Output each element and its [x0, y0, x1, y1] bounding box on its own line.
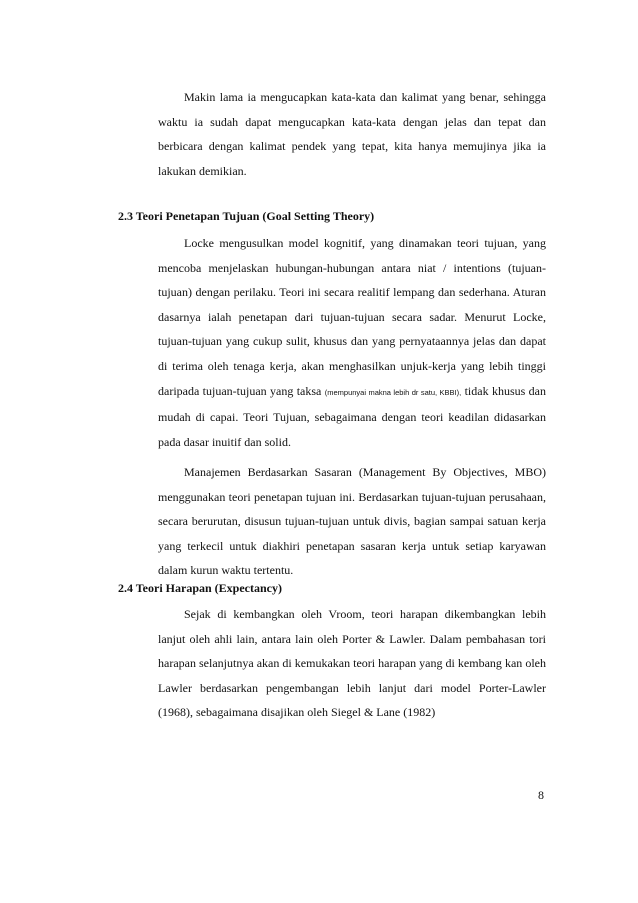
footnote-definition: (mempunyai makna lebih dr satu, KBBI), [324, 387, 462, 397]
paragraph-text: Manajemen Berdasarkan Sasaran (Management By Objectives, MBO) menggunakan teori penetapan tujuan ini. Berdasarkan tujuan-tujuan perusahaan, secara berurutan, disusun tujuan-tujuan untuk divis, bagian sampai satuan kerja yang terkecil untuk diakhiri penetapan sasaran kerja untuk setiap karyawan dalam kurun waktu tertentu. [158, 465, 546, 578]
paragraph-text: Makin lama ia mengucapkan kata-kata dan kalimat yang benar, sehingga waktu ia sudah dapat mengucapkan kata-kata dengan jelas dan tepat dan berbicara dengan kalimat pendek yang tepat, kita hanya memujinya jika ia lakukan demikian. [158, 90, 546, 178]
paragraph-speech-development [158, 85, 546, 183]
section-heading-2-3: 2.3 Teori Penetapan Tujuan (Goal Setting Theory) [118, 209, 375, 223]
paragraph-expectancy-theory [158, 602, 546, 725]
paragraph-text: Sejak di kembangkan oleh Vroom, teori harapan dikembangkan lebih lanjut oleh ahli lain, antara lain oleh Porter & Lawler. Dalam pembahasan tori harapan selanjutnya akan di kemukakan teori harapan yang di kembang kan oleh Lawler berdasarkan pengembangan lebih lanjut dari model Porter-Lawler (1968), sebagaimana disajikan oleh Siegel & Lane (1982) [158, 607, 546, 720]
paragraph-goal-setting-theory [158, 231, 546, 454]
paragraph-text-continued: tidak khusus dan mudah di capai. Teori Tujuan, sebagaimana dengan teori keadilan didasarkan pada dasar inuitif dan solid. [158, 383, 546, 449]
paragraph-management-by-objectives [158, 460, 546, 583]
section-heading-2-4: 2.4 Teori Harapan (Expectancy) [118, 581, 282, 595]
paragraph-text: Locke mengusulkan model kognitif, yang dinamakan teori tujuan, yang mencoba menjelaskan hubungan-hubungan antara niat / intentions (tujuan-tujuan) dengan perilaku. Teori ini secara realitif lempang dan sederhana. Aturan dasarnya ialah penetapan dari tujuan-tujuan secara sadar. Menurut Locke, tujuan-tujuan yang cukup sulit, khusus dan yang pernyataannya jelas dan dapat di terima oleh tenaga kerja, akan menghasilkan unjuk-kerja yang lebih tinggi daripada tujuan-tujuan yang taksa [158, 236, 546, 398]
page-number: 8 [538, 788, 544, 802]
